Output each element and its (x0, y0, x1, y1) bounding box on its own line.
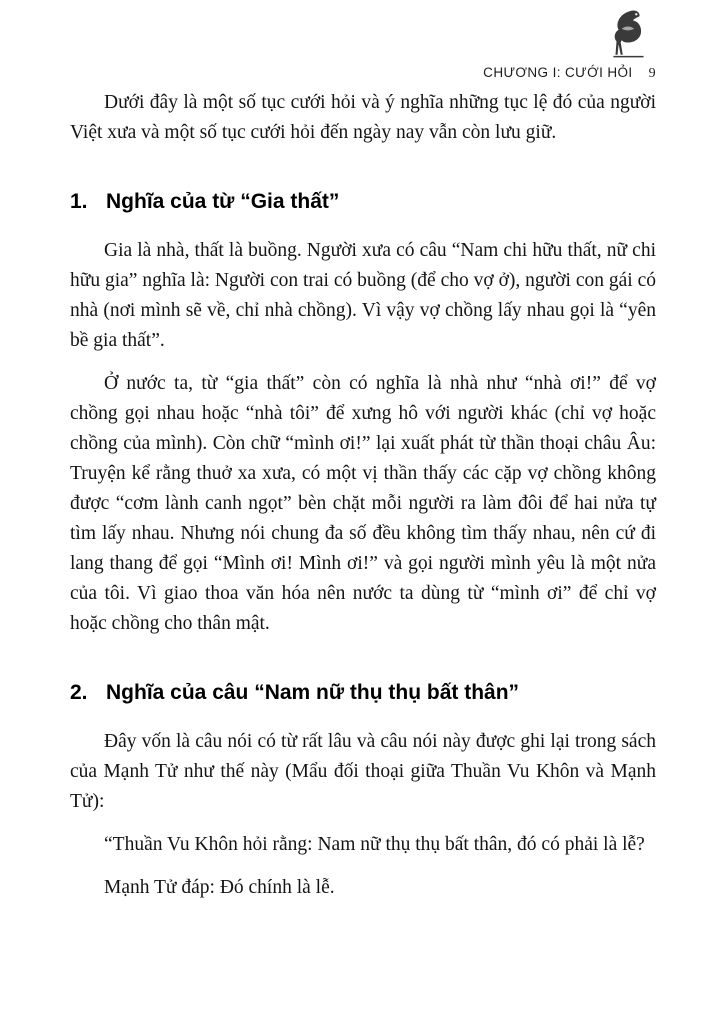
section-1-paragraph-2: Ở nước ta, từ “gia thất” còn có nghĩa là nhà như “nhà ơi!” để vợ chồng gọi nhau hoặc “nhà tôi” để xưng hô với người khác (chỉ vợ hoặc chồng của mình). Còn chữ “mình ơi!” lại xuất phát từ thần thoại châu Âu: Truyện kể rằng thuở xa xưa, có một vị thần thấy các cặp vợ chồng không được “cơm lành canh ngọt” bèn chặt mỗi người ra làm đôi để hai nửa tự tìm lấy nhau. Nhưng nói chung đa số đều không tìm thấy nhau, nên cứ đi lang thang để gọi “Mình ơi! Mình ơi!” và gọi người mình yêu là một nửa của tôi. Vì giao thoa văn hóa nên nước ta dùng từ “mình ơi” để chỉ vợ hoặc chồng cho thân mật. (70, 373, 656, 634)
section-2-heading (70, 681, 656, 705)
section-2-paragraph-1: Đây vốn là câu nói có từ rất lâu và câu nói này được ghi lại trong sách của Mạnh Tử như thế này (Mẩu đối thoại giữa Thuần Vu Khôn và Mạnh Tử): (70, 731, 656, 812)
page-number: 9 (648, 66, 656, 81)
section-1-title: Nghĩa của từ “Gia thất” (106, 190, 340, 213)
crane-logo-icon (608, 8, 650, 60)
section-1-heading (70, 190, 656, 214)
section-2-number: 2. (70, 681, 88, 704)
page-header (70, 0, 656, 88)
section-2-title: Nghĩa của câu “Nam nữ thụ thụ bất thân” (106, 681, 520, 704)
running-title: CHƯƠNG I: CƯỚI HỎI (483, 65, 633, 80)
section-1-number: 1. (70, 190, 88, 213)
intro-paragraph: Dưới đây là một số tục cưới hỏi và ý nghĩa những tục lệ đó của người Việt xưa và một số tục cưới hỏi đến ngày nay vẫn còn lưu giữ. (70, 92, 656, 143)
section-2-paragraph-3: Mạnh Tử đáp: Đó chính là lễ. (104, 877, 335, 898)
section-1-paragraph-1: Gia là nhà, thất là buồng. Người xưa có câu “Nam chi hữu thất, nữ chi hữu gia” nghĩa là: Người con trai có buồng (để cho vợ ở), người con gái có nhà (nơi mình sẽ về, chỉ nhà chồng). Vì vậy vợ chồng lấy nhau gọi là “yên bề gia thất”. (70, 240, 656, 351)
running-header (70, 65, 656, 82)
section-2-paragraph-2: “Thuần Vu Khôn hỏi rằng: Nam nữ thụ thụ bất thân, đó có phải là lễ? (104, 834, 645, 855)
